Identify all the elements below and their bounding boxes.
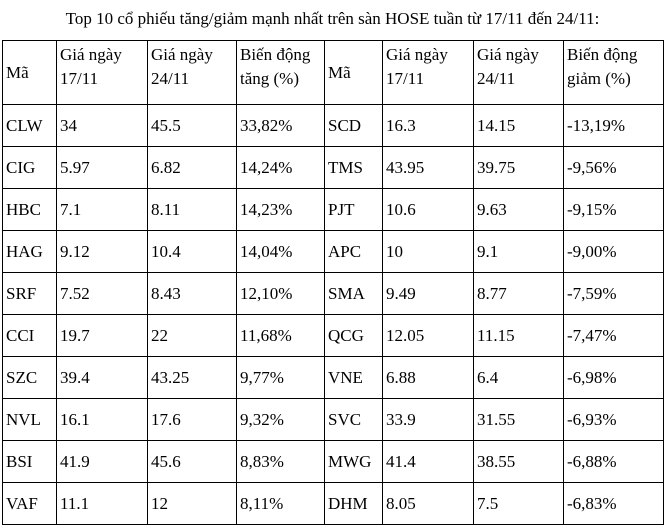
gainer-price-24: 45.5 bbox=[148, 105, 237, 147]
loser-change: -7,59% bbox=[564, 273, 664, 315]
loser-price-17: 10.6 bbox=[383, 189, 474, 231]
gainer-price-24: 45.6 bbox=[148, 441, 237, 483]
gainer-price-17: 19.7 bbox=[57, 315, 148, 357]
loser-change: -13,19% bbox=[564, 105, 664, 147]
loser-price-17: 41.4 bbox=[383, 441, 474, 483]
gainer-price-17: 11.1 bbox=[57, 483, 148, 525]
loser-change: -7,47% bbox=[564, 315, 664, 357]
table-row bbox=[3, 105, 664, 147]
table-body bbox=[3, 41, 664, 525]
header-change-down: Biến động giảm (%) bbox=[564, 41, 664, 105]
loser-change: -6,83% bbox=[564, 483, 664, 525]
header-change-up: Biến động tăng (%) bbox=[237, 41, 325, 105]
table-row bbox=[3, 357, 664, 399]
loser-price-24: 39.75 bbox=[474, 147, 564, 189]
loser-code: SMA bbox=[325, 273, 383, 315]
loser-price-24: 9.63 bbox=[474, 189, 564, 231]
gainer-price-17: 34 bbox=[57, 105, 148, 147]
gainer-change: 11,68% bbox=[237, 315, 325, 357]
table-row bbox=[3, 441, 664, 483]
loser-price-24: 9.1 bbox=[474, 231, 564, 273]
loser-price-24: 11.15 bbox=[474, 315, 564, 357]
loser-code: SVC bbox=[325, 399, 383, 441]
loser-price-24: 31.55 bbox=[474, 399, 564, 441]
gainer-code: HAG bbox=[3, 231, 57, 273]
loser-price-17: 10 bbox=[383, 231, 474, 273]
header-code-gainers: Mã bbox=[3, 41, 57, 105]
gainer-change: 9,77% bbox=[237, 357, 325, 399]
gainer-price-24: 8.11 bbox=[148, 189, 237, 231]
loser-price-17: 6.88 bbox=[383, 357, 474, 399]
gainer-price-17: 9.12 bbox=[57, 231, 148, 273]
table-row bbox=[3, 315, 664, 357]
gainer-price-24: 10.4 bbox=[148, 231, 237, 273]
loser-code: PJT bbox=[325, 189, 383, 231]
gainer-price-17: 39.4 bbox=[57, 357, 148, 399]
gainer-code: SZC bbox=[3, 357, 57, 399]
header-price-17-gainers: Giá ngày 17/11 bbox=[57, 41, 148, 105]
loser-price-24: 38.55 bbox=[474, 441, 564, 483]
header-price-24-gainers: Giá ngày 24/11 bbox=[148, 41, 237, 105]
header-row bbox=[3, 41, 664, 105]
loser-price-17: 9.49 bbox=[383, 273, 474, 315]
gainer-change: 8,11% bbox=[237, 483, 325, 525]
gainer-price-17: 16.1 bbox=[57, 399, 148, 441]
loser-change: -9,56% bbox=[564, 147, 664, 189]
gainer-change: 14,04% bbox=[237, 231, 325, 273]
gainer-code: BSI bbox=[3, 441, 57, 483]
gainer-price-24: 12 bbox=[148, 483, 237, 525]
gainer-price-24: 6.82 bbox=[148, 147, 237, 189]
loser-change: -9,00% bbox=[564, 231, 664, 273]
gainer-price-24: 17.6 bbox=[148, 399, 237, 441]
page-title: Top 10 cổ phiếu tăng/giảm mạnh nhất trên sàn HOSE tuần từ 17/11 đến 24/11: bbox=[65, 9, 600, 28]
gainer-price-17: 7.52 bbox=[57, 273, 148, 315]
loser-price-24: 7.5 bbox=[474, 483, 564, 525]
gainer-change: 14,23% bbox=[237, 189, 325, 231]
gainer-change: 9,32% bbox=[237, 399, 325, 441]
gainer-code: HBC bbox=[3, 189, 57, 231]
gainer-code: SRF bbox=[3, 273, 57, 315]
loser-price-24: 14.15 bbox=[474, 105, 564, 147]
loser-change: -6,98% bbox=[564, 357, 664, 399]
header-price-17-losers: Giá ngày 17/11 bbox=[383, 41, 474, 105]
gainer-price-24: 43.25 bbox=[148, 357, 237, 399]
stock-table bbox=[2, 40, 664, 525]
table-row bbox=[3, 399, 664, 441]
loser-price-17: 33.9 bbox=[383, 399, 474, 441]
gainer-code: CLW bbox=[3, 105, 57, 147]
loser-code: APC bbox=[325, 231, 383, 273]
gainer-price-24: 22 bbox=[148, 315, 237, 357]
loser-code: MWG bbox=[325, 441, 383, 483]
table-row bbox=[3, 147, 664, 189]
gainer-change: 8,83% bbox=[237, 441, 325, 483]
loser-code: QCG bbox=[325, 315, 383, 357]
table-row bbox=[3, 189, 664, 231]
header-code-losers: Mã bbox=[325, 41, 383, 105]
loser-code: DHM bbox=[325, 483, 383, 525]
gainer-price-17: 5.97 bbox=[57, 147, 148, 189]
loser-price-17: 43.95 bbox=[383, 147, 474, 189]
gainer-code: VAF bbox=[3, 483, 57, 525]
loser-price-17: 12.05 bbox=[383, 315, 474, 357]
loser-price-24: 6.4 bbox=[474, 357, 564, 399]
gainer-change: 14,24% bbox=[237, 147, 325, 189]
gainer-change: 33,82% bbox=[237, 105, 325, 147]
loser-change: -9,15% bbox=[564, 189, 664, 231]
loser-price-17: 8.05 bbox=[383, 483, 474, 525]
loser-code: SCD bbox=[325, 105, 383, 147]
gainer-code: CIG bbox=[3, 147, 57, 189]
gainer-price-17: 41.9 bbox=[57, 441, 148, 483]
loser-code: VNE bbox=[325, 357, 383, 399]
table-row bbox=[3, 273, 664, 315]
loser-code: TMS bbox=[325, 147, 383, 189]
loser-price-17: 16.3 bbox=[383, 105, 474, 147]
table-row bbox=[3, 483, 664, 525]
loser-change: -6,88% bbox=[564, 441, 664, 483]
gainer-change: 12,10% bbox=[237, 273, 325, 315]
gainer-price-17: 7.1 bbox=[57, 189, 148, 231]
gainer-price-24: 8.43 bbox=[148, 273, 237, 315]
header-price-24-losers: Giá ngày 24/11 bbox=[474, 41, 564, 105]
loser-price-24: 8.77 bbox=[474, 273, 564, 315]
table-row bbox=[3, 231, 664, 273]
gainer-code: CCI bbox=[3, 315, 57, 357]
gainer-code: NVL bbox=[3, 399, 57, 441]
loser-change: -6,93% bbox=[564, 399, 664, 441]
